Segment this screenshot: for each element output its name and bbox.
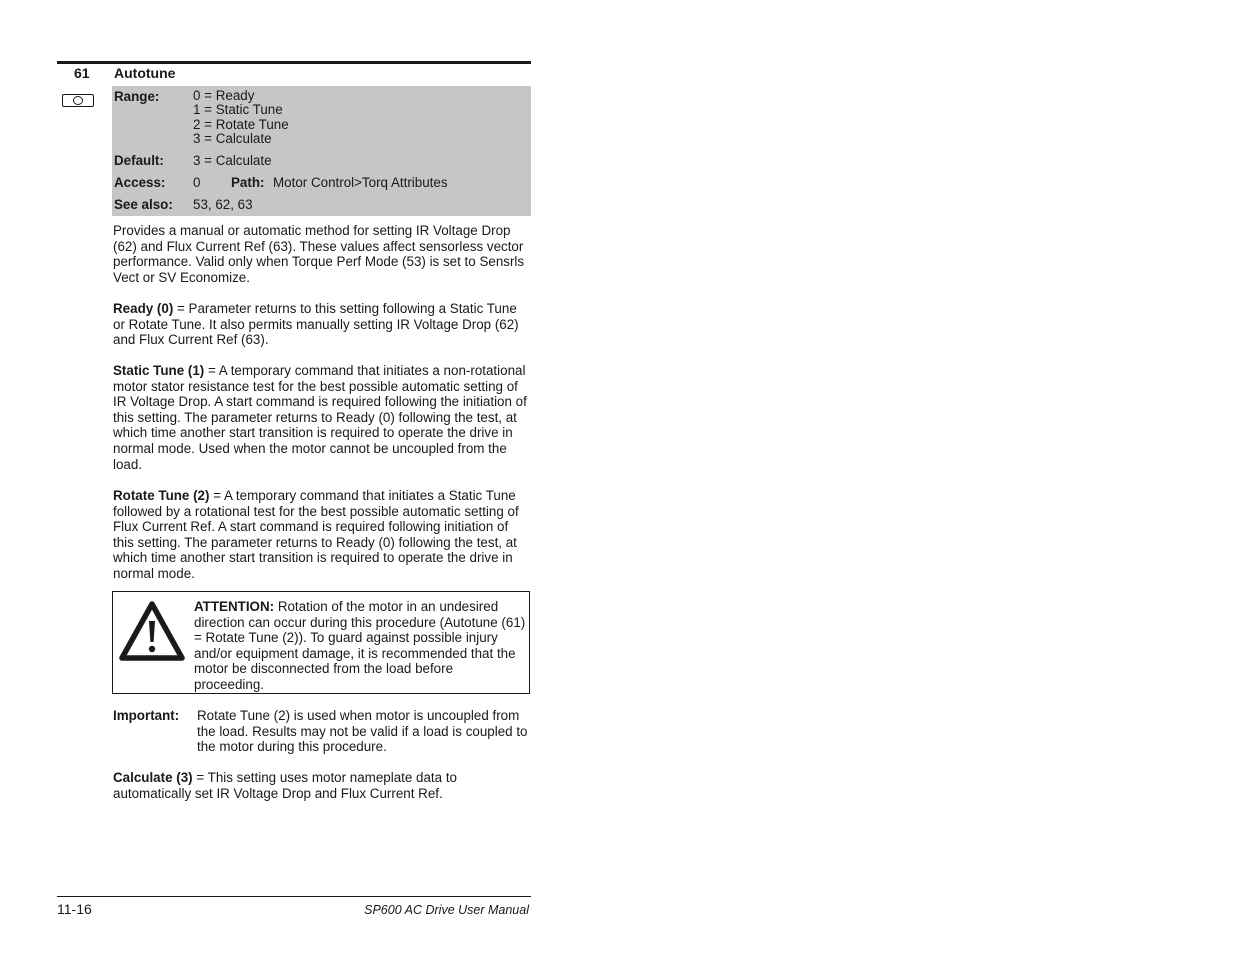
see-also-value: 53, 62, 63 [193, 197, 253, 212]
path-value: Motor Control>Torq Attributes [273, 175, 448, 190]
range-label: Range: [114, 89, 160, 104]
important-text: Rotate Tune (2) is used when motor is uncoupled from the load. Results may not be valid if a load is coupled to the motor during this procedure. [197, 708, 528, 755]
calculate-title: Calculate (3) [113, 770, 193, 785]
footer-rule [57, 896, 531, 897]
ready-title: Ready (0) [113, 301, 174, 316]
attention-body: Rotation of the motor in an undesired direction can occur during this procedure (Autotune (61) = Rotate Tune (2)). To guard against possible injury and/or equipment damage, it is recommended that the motor be disconnected from the load before proceeding. [194, 599, 526, 692]
default-value: 3 = Calculate [193, 153, 272, 168]
parameter-number: 61 [74, 65, 90, 81]
ready-text: = Parameter returns to this setting following a Static Tune or Rotate Tune. It also permits manually setting IR Voltage Drop (62) and Flux Current Ref (63). [113, 301, 519, 348]
header-rule [57, 61, 531, 64]
parameter-title: Autotune [114, 65, 176, 81]
default-label: Default: [114, 153, 164, 168]
range-value: 3 = Calculate [193, 130, 272, 146]
static-tune-text: = A temporary command that initiates a non-rotational motor stator resistance test for the best possible automatic setting of IR Voltage Drop. A start command is required following the initiation of this setting. The parameter returns to Ready (0) following the test, at which time another start transition is required to operate the drive in normal mode. Used when the motor cannot be uncoupled from the load. [113, 363, 527, 472]
access-value: 0 [193, 175, 201, 190]
rotate-tune-paragraph [113, 488, 531, 582]
static-tune-title: Static Tune (1) [113, 363, 205, 378]
range-value: 1 = Static Tune [193, 102, 283, 118]
range-value: 0 = Ready [193, 88, 255, 103]
access-label: Access: [114, 175, 166, 190]
attention-title: ATTENTION: [194, 599, 275, 614]
important-label: Important: [113, 708, 180, 723]
attention-text [194, 599, 526, 693]
path-label: Path: [231, 175, 265, 190]
intro-paragraph: Provides a manual or automatic method for setting IR Voltage Drop (62) and Flux Current Ref (63). These values affect sensorless vector performance. Valid only when Torque Perf Mode (53) is set to Sensrls Vect or SV Economize. [113, 223, 525, 285]
calculate-text: = This setting uses motor nameplate data to automatically set IR Voltage Drop and Flux Current Ref. [113, 770, 457, 801]
see-also-label: See also: [114, 197, 173, 212]
rotate-tune-title: Rotate Tune (2) [113, 488, 210, 503]
static-tune-paragraph [113, 363, 531, 472]
manual-title: SP600 AC Drive User Manual [364, 903, 529, 917]
keypad-key-icon [62, 94, 94, 107]
calculate-paragraph [113, 770, 531, 801]
warning-triangle-icon [119, 601, 185, 661]
range-value: 2 = Rotate Tune [193, 116, 289, 132]
rotate-tune-text: = A temporary command that initiates a Static Tune followed by a rotational test for the best possible automatic setting of Flux Current Ref. A start command is required following initiation of this setting. The parameter returns to Ready (0) following the test, at which time another start transition is required to operate the drive in normal mode. [113, 488, 519, 581]
range-values [193, 89, 289, 146]
attention-box [112, 591, 530, 694]
parameter-info-box [112, 86, 531, 216]
page-number: 11-16 [57, 901, 92, 917]
ready-paragraph [113, 301, 531, 348]
